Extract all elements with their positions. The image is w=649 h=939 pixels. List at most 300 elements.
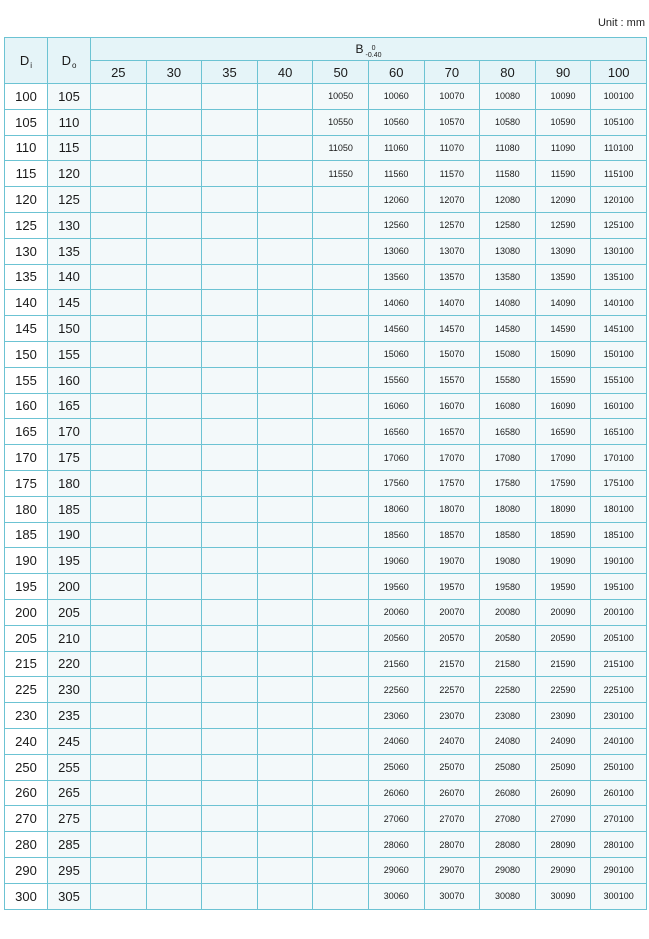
cell-part-number [146, 728, 202, 754]
table-row [5, 857, 647, 883]
cell-do: 140 [48, 264, 91, 290]
cell-part-number: 17090 [535, 445, 591, 471]
cell-do: 210 [48, 625, 91, 651]
cell-part-number: 155100 [591, 367, 647, 393]
table-row [5, 135, 647, 161]
cell-part-number: 26060 [368, 780, 424, 806]
cell-do: 190 [48, 522, 91, 548]
table-row [5, 754, 647, 780]
cell-part-number: 185100 [591, 522, 647, 548]
cell-part-number [202, 109, 258, 135]
cell-part-number [91, 393, 147, 419]
header-di-sub: i [30, 61, 33, 70]
cell-part-number: 115100 [591, 161, 647, 187]
cell-part-number: 26080 [480, 780, 536, 806]
cell-part-number: 13090 [535, 238, 591, 264]
cell-part-number: 11080 [480, 135, 536, 161]
cell-part-number [202, 238, 258, 264]
cell-part-number: 25080 [480, 754, 536, 780]
cell-do: 185 [48, 496, 91, 522]
cell-part-number [91, 754, 147, 780]
cell-part-number: 11590 [535, 161, 591, 187]
cell-part-number [91, 548, 147, 574]
cell-part-number [313, 393, 369, 419]
cell-part-number: 19060 [368, 548, 424, 574]
cell-part-number [91, 857, 147, 883]
cell-part-number: 20590 [535, 625, 591, 651]
cell-part-number [146, 806, 202, 832]
cell-part-number: 16580 [480, 419, 536, 445]
cell-di: 175 [5, 470, 48, 496]
cell-part-number [202, 135, 258, 161]
cell-do: 130 [48, 212, 91, 238]
table-body [5, 84, 647, 910]
cell-di: 145 [5, 316, 48, 342]
cell-part-number [257, 341, 313, 367]
cell-part-number [257, 445, 313, 471]
cell-di: 195 [5, 574, 48, 600]
cell-do: 145 [48, 290, 91, 316]
width-header-30: 30 [146, 61, 202, 84]
cell-part-number [146, 677, 202, 703]
cell-part-number: 18070 [424, 496, 480, 522]
cell-part-number: 12590 [535, 212, 591, 238]
cell-part-number: 18060 [368, 496, 424, 522]
cell-part-number: 20070 [424, 599, 480, 625]
cell-part-number: 12580 [480, 212, 536, 238]
cell-part-number: 18090 [535, 496, 591, 522]
cell-part-number: 16060 [368, 393, 424, 419]
cell-part-number [202, 883, 258, 909]
cell-do: 230 [48, 677, 91, 703]
cell-part-number: 11060 [368, 135, 424, 161]
cell-part-number: 18570 [424, 522, 480, 548]
cell-do: 135 [48, 238, 91, 264]
cell-di: 130 [5, 238, 48, 264]
width-header-25: 25 [91, 61, 147, 84]
cell-part-number [313, 264, 369, 290]
cell-part-number: 16080 [480, 393, 536, 419]
cell-part-number: 17070 [424, 445, 480, 471]
cell-part-number [91, 703, 147, 729]
cell-part-number: 170100 [591, 445, 647, 471]
cell-part-number [313, 599, 369, 625]
cell-part-number [313, 470, 369, 496]
cell-do: 105 [48, 84, 91, 110]
cell-part-number: 24080 [480, 728, 536, 754]
table-row [5, 703, 647, 729]
cell-part-number: 11050 [313, 135, 369, 161]
cell-part-number [91, 264, 147, 290]
cell-part-number: 225100 [591, 677, 647, 703]
cell-part-number [146, 290, 202, 316]
cell-do: 295 [48, 857, 91, 883]
cell-part-number: 18080 [480, 496, 536, 522]
cell-part-number: 280100 [591, 832, 647, 858]
cell-do: 125 [48, 187, 91, 213]
cell-part-number [257, 367, 313, 393]
cell-part-number: 13080 [480, 238, 536, 264]
cell-part-number [202, 728, 258, 754]
cell-part-number [202, 419, 258, 445]
cell-part-number [313, 703, 369, 729]
cell-part-number: 15090 [535, 341, 591, 367]
cell-part-number: 12570 [424, 212, 480, 238]
table-row [5, 832, 647, 858]
cell-do: 110 [48, 109, 91, 135]
cell-part-number [257, 806, 313, 832]
cell-part-number [202, 548, 258, 574]
cell-part-number [257, 883, 313, 909]
cell-do: 165 [48, 393, 91, 419]
cell-part-number [257, 84, 313, 110]
cell-part-number: 17590 [535, 470, 591, 496]
table-row [5, 393, 647, 419]
cell-part-number: 20080 [480, 599, 536, 625]
cell-part-number: 14070 [424, 290, 480, 316]
cell-part-number [202, 470, 258, 496]
cell-part-number [313, 574, 369, 600]
cell-part-number [313, 832, 369, 858]
cell-part-number [91, 290, 147, 316]
table-row [5, 677, 647, 703]
cell-di: 200 [5, 599, 48, 625]
cell-do: 120 [48, 161, 91, 187]
cell-part-number [91, 445, 147, 471]
cell-di: 240 [5, 728, 48, 754]
cell-part-number: 270100 [591, 806, 647, 832]
cell-part-number: 20570 [424, 625, 480, 651]
cell-di: 270 [5, 806, 48, 832]
cell-part-number: 25070 [424, 754, 480, 780]
cell-part-number: 20580 [480, 625, 536, 651]
cell-part-number [146, 780, 202, 806]
cell-part-number [313, 367, 369, 393]
cell-part-number [91, 522, 147, 548]
cell-di: 160 [5, 393, 48, 419]
table-row [5, 419, 647, 445]
cell-part-number [257, 212, 313, 238]
cell-part-number [146, 212, 202, 238]
cell-part-number [146, 857, 202, 883]
cell-part-number: 11560 [368, 161, 424, 187]
cell-part-number [202, 806, 258, 832]
cell-part-number [146, 522, 202, 548]
cell-part-number [91, 574, 147, 600]
cell-part-number: 16070 [424, 393, 480, 419]
cell-part-number [146, 574, 202, 600]
cell-part-number: 28080 [480, 832, 536, 858]
cell-part-number: 14560 [368, 316, 424, 342]
cell-do: 170 [48, 419, 91, 445]
cell-part-number [146, 548, 202, 574]
cell-part-number [313, 187, 369, 213]
cell-part-number [202, 832, 258, 858]
cell-part-number: 150100 [591, 341, 647, 367]
cell-do: 175 [48, 445, 91, 471]
cell-part-number: 18560 [368, 522, 424, 548]
cell-di: 260 [5, 780, 48, 806]
cell-part-number: 13570 [424, 264, 480, 290]
cell-part-number: 13590 [535, 264, 591, 290]
cell-di: 225 [5, 677, 48, 703]
cell-part-number [202, 84, 258, 110]
cell-part-number [146, 625, 202, 651]
width-header-50: 50 [313, 61, 369, 84]
table-row [5, 264, 647, 290]
cell-di: 110 [5, 135, 48, 161]
cell-part-number [257, 496, 313, 522]
cell-part-number: 11070 [424, 135, 480, 161]
cell-part-number: 12560 [368, 212, 424, 238]
cell-do: 255 [48, 754, 91, 780]
cell-di: 230 [5, 703, 48, 729]
cell-part-number [91, 341, 147, 367]
cell-part-number: 11550 [313, 161, 369, 187]
cell-part-number [257, 625, 313, 651]
cell-part-number [257, 728, 313, 754]
cell-part-number: 250100 [591, 754, 647, 780]
cell-part-number: 26070 [424, 780, 480, 806]
cell-part-number: 29090 [535, 857, 591, 883]
cell-part-number [91, 677, 147, 703]
cell-part-number: 27070 [424, 806, 480, 832]
cell-part-number [257, 419, 313, 445]
table-row [5, 574, 647, 600]
cell-part-number [202, 496, 258, 522]
dimension-table [4, 37, 647, 910]
cell-part-number: 22560 [368, 677, 424, 703]
cell-part-number: 23070 [424, 703, 480, 729]
cell-part-number: 22570 [424, 677, 480, 703]
cell-part-number [146, 238, 202, 264]
cell-part-number [146, 161, 202, 187]
cell-part-number: 26090 [535, 780, 591, 806]
cell-di: 135 [5, 264, 48, 290]
cell-part-number [146, 883, 202, 909]
cell-di: 165 [5, 419, 48, 445]
cell-di: 150 [5, 341, 48, 367]
cell-part-number: 15570 [424, 367, 480, 393]
cell-part-number: 130100 [591, 238, 647, 264]
cell-do: 160 [48, 367, 91, 393]
cell-part-number [91, 883, 147, 909]
cell-part-number [313, 857, 369, 883]
cell-part-number [257, 780, 313, 806]
cell-part-number: 110100 [591, 135, 647, 161]
cell-part-number: 17060 [368, 445, 424, 471]
cell-part-number: 13070 [424, 238, 480, 264]
cell-part-number: 290100 [591, 857, 647, 883]
cell-part-number: 29070 [424, 857, 480, 883]
cell-part-number: 10050 [313, 84, 369, 110]
cell-part-number [313, 883, 369, 909]
table-row [5, 238, 647, 264]
cell-part-number: 175100 [591, 470, 647, 496]
cell-di: 205 [5, 625, 48, 651]
cell-part-number [202, 161, 258, 187]
cell-di: 115 [5, 161, 48, 187]
cell-part-number [146, 419, 202, 445]
cell-di: 250 [5, 754, 48, 780]
table-row [5, 780, 647, 806]
cell-part-number: 28060 [368, 832, 424, 858]
cell-part-number: 11570 [424, 161, 480, 187]
cell-part-number [202, 212, 258, 238]
cell-part-number [313, 445, 369, 471]
cell-part-number [91, 367, 147, 393]
cell-part-number: 30080 [480, 883, 536, 909]
cell-part-number: 12080 [480, 187, 536, 213]
cell-part-number [91, 161, 147, 187]
table-row [5, 109, 647, 135]
header-do [48, 38, 91, 84]
cell-part-number: 14090 [535, 290, 591, 316]
cell-part-number: 17560 [368, 470, 424, 496]
header-b-tol-upper: 0 [371, 45, 376, 53]
cell-part-number [146, 393, 202, 419]
cell-part-number: 16590 [535, 419, 591, 445]
cell-part-number: 24060 [368, 728, 424, 754]
cell-part-number: 20560 [368, 625, 424, 651]
cell-part-number [257, 703, 313, 729]
table-row [5, 728, 647, 754]
cell-part-number [257, 393, 313, 419]
cell-di: 170 [5, 445, 48, 471]
cell-part-number: 18590 [535, 522, 591, 548]
cell-di: 140 [5, 290, 48, 316]
table-row [5, 367, 647, 393]
header-di-main: D [19, 53, 30, 68]
cell-part-number [146, 496, 202, 522]
cell-part-number [91, 832, 147, 858]
cell-part-number [202, 754, 258, 780]
cell-do: 275 [48, 806, 91, 832]
cell-part-number: 29080 [480, 857, 536, 883]
cell-di: 125 [5, 212, 48, 238]
cell-part-number [313, 290, 369, 316]
cell-part-number: 10550 [313, 109, 369, 135]
cell-part-number [257, 574, 313, 600]
cell-part-number: 10090 [535, 84, 591, 110]
cell-part-number [202, 651, 258, 677]
cell-part-number [146, 703, 202, 729]
cell-part-number: 10080 [480, 84, 536, 110]
header-di [5, 38, 48, 84]
cell-part-number [313, 651, 369, 677]
cell-part-number: 12070 [424, 187, 480, 213]
cell-part-number: 260100 [591, 780, 647, 806]
width-header-40: 40 [257, 61, 313, 84]
width-header-70: 70 [424, 61, 480, 84]
cell-part-number: 19580 [480, 574, 536, 600]
table-row [5, 445, 647, 471]
cell-part-number [257, 470, 313, 496]
header-b-tolerance [366, 45, 382, 59]
table-row [5, 84, 647, 110]
cell-di: 280 [5, 832, 48, 858]
cell-part-number [313, 728, 369, 754]
table-row [5, 548, 647, 574]
cell-part-number: 19570 [424, 574, 480, 600]
cell-part-number: 15080 [480, 341, 536, 367]
cell-part-number: 13060 [368, 238, 424, 264]
cell-part-number: 195100 [591, 574, 647, 600]
cell-part-number: 15580 [480, 367, 536, 393]
cell-di: 300 [5, 883, 48, 909]
cell-di: 185 [5, 522, 48, 548]
cell-part-number: 17080 [480, 445, 536, 471]
cell-part-number [202, 367, 258, 393]
cell-part-number: 15560 [368, 367, 424, 393]
table-row [5, 496, 647, 522]
cell-part-number [257, 651, 313, 677]
cell-part-number: 16570 [424, 419, 480, 445]
cell-part-number [91, 780, 147, 806]
cell-part-number [313, 341, 369, 367]
cell-part-number [202, 264, 258, 290]
cell-do: 245 [48, 728, 91, 754]
cell-part-number [257, 109, 313, 135]
header-b-tol-lower: -0.40 [365, 52, 382, 60]
cell-part-number [257, 135, 313, 161]
cell-part-number: 16560 [368, 419, 424, 445]
cell-part-number [257, 316, 313, 342]
cell-do: 115 [48, 135, 91, 161]
cell-part-number [146, 832, 202, 858]
cell-part-number: 21590 [535, 651, 591, 677]
cell-part-number: 25060 [368, 754, 424, 780]
cell-part-number: 28090 [535, 832, 591, 858]
cell-part-number: 22580 [480, 677, 536, 703]
cell-part-number: 20060 [368, 599, 424, 625]
cell-part-number: 11090 [535, 135, 591, 161]
cell-part-number [202, 677, 258, 703]
cell-part-number [91, 651, 147, 677]
cell-part-number: 19070 [424, 548, 480, 574]
cell-part-number [91, 599, 147, 625]
cell-part-number [91, 316, 147, 342]
cell-part-number [146, 470, 202, 496]
width-header-80: 80 [480, 61, 536, 84]
cell-part-number: 19560 [368, 574, 424, 600]
cell-part-number: 14060 [368, 290, 424, 316]
cell-part-number [91, 238, 147, 264]
cell-part-number [146, 109, 202, 135]
cell-di: 215 [5, 651, 48, 677]
cell-part-number [91, 496, 147, 522]
cell-part-number: 16090 [535, 393, 591, 419]
cell-part-number: 25090 [535, 754, 591, 780]
cell-part-number: 180100 [591, 496, 647, 522]
table-row [5, 883, 647, 909]
cell-part-number [146, 367, 202, 393]
table-row [5, 316, 647, 342]
cell-do: 195 [48, 548, 91, 574]
cell-part-number [313, 212, 369, 238]
header-do-sub: o [71, 61, 77, 70]
cell-part-number [91, 212, 147, 238]
cell-do: 150 [48, 316, 91, 342]
cell-part-number: 14570 [424, 316, 480, 342]
cell-do: 285 [48, 832, 91, 858]
cell-part-number [202, 187, 258, 213]
cell-part-number [313, 548, 369, 574]
width-header-35: 35 [202, 61, 258, 84]
cell-part-number: 240100 [591, 728, 647, 754]
cell-part-number: 21570 [424, 651, 480, 677]
table-header [5, 38, 647, 84]
